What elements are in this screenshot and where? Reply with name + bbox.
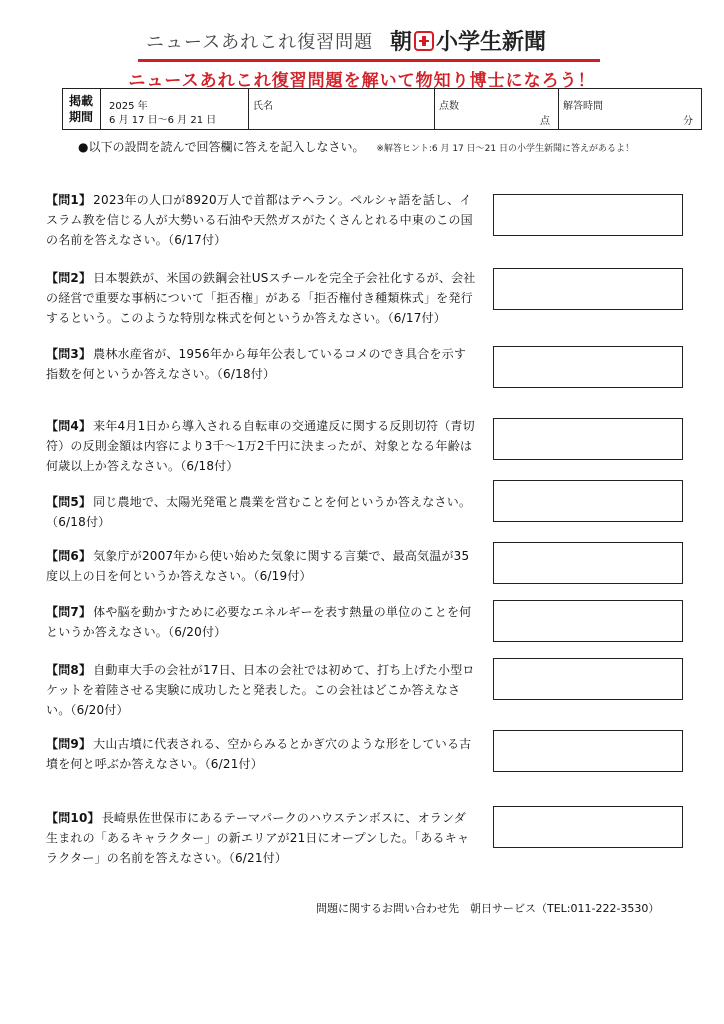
- question-number: 【問2】: [46, 271, 92, 285]
- answer-box-5[interactable]: [493, 480, 683, 522]
- question-6: [46, 546, 478, 586]
- answer-box-8[interactable]: [493, 658, 683, 700]
- question-2: [46, 268, 478, 328]
- question-number: 【問8】: [46, 663, 92, 677]
- answer-box-3[interactable]: [493, 346, 683, 388]
- question-number: 【問4】: [46, 419, 92, 433]
- period-cell: [101, 89, 249, 129]
- answer-box-1[interactable]: [493, 194, 683, 236]
- question-9: [46, 734, 478, 774]
- brand-part1: 朝: [390, 30, 413, 55]
- period-year: 2025 年: [109, 101, 148, 112]
- question-text: 長崎県佐世保市にあるテーマパークのハウステンボスに、オランダ生まれの「あるキャラクター」の新エリアが21日にオープンした。「あるキャラクター」の名前を答えなさい。（6/21付）: [46, 811, 470, 865]
- question-10: [46, 808, 478, 868]
- tagline: ニュースあれこれ復習問題を解いて物知り博士になろう！: [128, 71, 596, 91]
- answer-box-7[interactable]: [493, 600, 683, 642]
- sun-logo-icon: [414, 31, 434, 51]
- contact-info: 問題に関するお問い合わせ先 朝日サービス（TEL:011-222-3530）: [316, 902, 660, 915]
- name-field[interactable]: [249, 89, 435, 129]
- question-text: 来年4月1日から導入される自転車の交通違反に関する反則切符（青切符）の反則金額は内容により3千～1万2千円に決まったが、対象となる年齢は何歳以上か答えなさい。（6/18付）: [46, 419, 475, 473]
- header-divider: [138, 59, 600, 62]
- question-number: 【問9】: [46, 737, 92, 751]
- page-header: [138, 26, 594, 60]
- question-text: 同じ農地で、太陽光発電と農業を営むことを何というか答えなさい。（6/18付）: [46, 495, 472, 529]
- answer-hint: ※解答ヒント:6 月 17 日～21 日の小学生新聞に答えがあるよ！: [376, 144, 634, 154]
- time-label: 解答時間: [563, 101, 603, 112]
- question-text: 2023年の人口が8920万人で首都はテヘラン。ペルシャ語を話し、イスラム教を信じる人が大勢いる石油や天然ガスがたくさんとれる中東のこの国の名前を答えなさい。（6/17付）: [46, 193, 473, 247]
- answer-box-4[interactable]: [493, 418, 683, 460]
- period-label: 掲載期間: [68, 94, 93, 124]
- question-number: 【問5】: [46, 495, 92, 509]
- question-number: 【問3】: [46, 347, 92, 361]
- info-table: [62, 88, 702, 130]
- period-label-cell: [63, 89, 101, 129]
- brand-part2: 小学生新聞: [436, 30, 547, 55]
- question-number: 【問7】: [46, 605, 92, 619]
- period-range: 6 月 17 日～6 月 21 日: [109, 115, 217, 126]
- question-5: [46, 492, 478, 532]
- score-unit: 点: [540, 116, 550, 127]
- time-field[interactable]: [559, 89, 701, 129]
- name-label: 氏名: [253, 101, 273, 112]
- answer-box-10[interactable]: [493, 806, 683, 848]
- answer-box-9[interactable]: [493, 730, 683, 772]
- newspaper-logo: [390, 25, 546, 56]
- time-unit: 分: [683, 116, 693, 127]
- question-text: 体や脳を動かすために必要なエネルギーを表す熱量の単位のことを何というか答えなさい。（6/20付）: [46, 605, 472, 639]
- question-text: 日本製鉄が、米国の鉄鋼会社USスチールを完全子会社化するが、会社の経営で重要な事柄について「拒否権」がある「拒否権付き種類株式」を発行するという。このような特別な株式を何というか答えなさい。（6/17付）: [46, 271, 476, 325]
- answer-box-2[interactable]: [493, 268, 683, 310]
- question-8: [46, 660, 478, 720]
- question-text: 自動車大手の会社が17日、日本の会社では初めて、打ち上げた小型ロケットを着陸させる実験に成功したと発表した。この会社はどこか答えなさい。（6/20付）: [46, 663, 475, 717]
- score-field[interactable]: [435, 89, 559, 129]
- question-4: [46, 416, 478, 476]
- score-label: 点数: [439, 101, 459, 112]
- question-number: 【問6】: [46, 549, 92, 563]
- instructions-main: ●以下の設問を読んで回答欄に答えを記入しなさい。: [78, 140, 365, 154]
- question-text: 気象庁が2007年から使い始めた気象に関する言葉で、最高気温が35度以上の日を何というか答えなさい。（6/19付）: [46, 549, 470, 583]
- question-number: 【問10】: [46, 811, 100, 825]
- question-1: [46, 190, 478, 250]
- question-7: [46, 602, 478, 642]
- question-number: 【問1】: [46, 193, 92, 207]
- header-subtitle: ニュースあれこれ復習問題: [146, 32, 374, 53]
- question-text: 農林水産省が、1956年から毎年公表しているコメのでき具合を示す指数を何というか答えなさい。（6/18付）: [46, 347, 467, 381]
- instructions: [78, 138, 634, 155]
- question-text: 大山古墳に代表される、空からみるとかぎ穴のような形をしている古墳を何と呼ぶか答えなさい。（6/21付）: [46, 737, 472, 771]
- question-3: [46, 344, 478, 384]
- answer-box-6[interactable]: [493, 542, 683, 584]
